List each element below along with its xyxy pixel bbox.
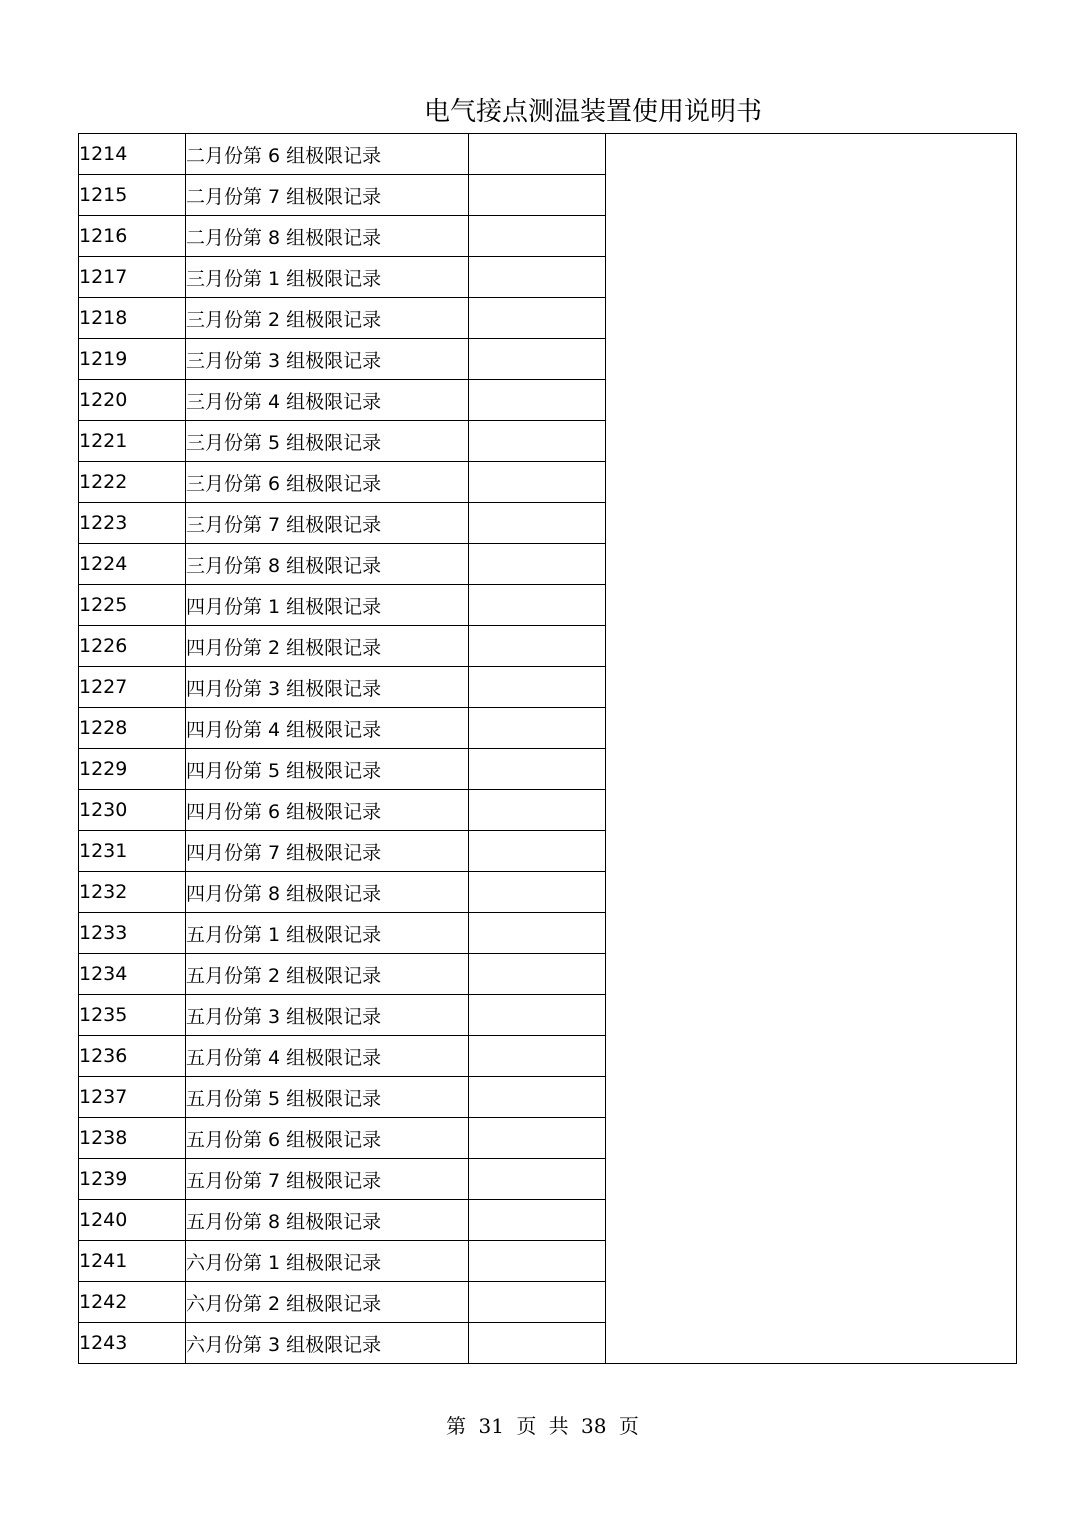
register-value-cell <box>469 503 606 544</box>
register-value-cell <box>469 872 606 913</box>
register-value-cell <box>469 913 606 954</box>
register-description-cell: 二月份第 7 组极限记录 <box>186 175 469 216</box>
register-address-cell: 1226 <box>79 626 186 667</box>
register-description-cell: 六月份第 1 组极限记录 <box>186 1241 469 1282</box>
register-address-cell: 1231 <box>79 831 186 872</box>
register-value-cell <box>469 339 606 380</box>
register-value-cell <box>469 298 606 339</box>
register-description-cell: 四月份第 1 组极限记录 <box>186 585 469 626</box>
register-description-cell: 四月份第 8 组极限记录 <box>186 872 469 913</box>
register-description-cell: 四月份第 4 组极限记录 <box>186 708 469 749</box>
register-value-cell <box>469 749 606 790</box>
register-description-cell: 三月份第 7 组极限记录 <box>186 503 469 544</box>
register-description-cell: 三月份第 6 组极限记录 <box>186 462 469 503</box>
register-value-cell <box>469 1159 606 1200</box>
register-address-cell: 1243 <box>79 1323 186 1364</box>
register-address-cell: 1228 <box>79 708 186 749</box>
register-value-cell <box>469 216 606 257</box>
register-description-cell: 五月份第 1 组极限记录 <box>186 913 469 954</box>
register-description-cell: 五月份第 8 组极限记录 <box>186 1200 469 1241</box>
register-address-cell: 1242 <box>79 1282 186 1323</box>
register-description-cell: 四月份第 5 组极限记录 <box>186 749 469 790</box>
register-address-cell: 1234 <box>79 954 186 995</box>
register-table <box>78 133 1017 1364</box>
register-address-cell: 1235 <box>79 995 186 1036</box>
register-value-cell <box>469 1323 606 1364</box>
register-value-cell <box>469 790 606 831</box>
register-description-cell: 四月份第 3 组极限记录 <box>186 667 469 708</box>
register-description-cell: 二月份第 8 组极限记录 <box>186 216 469 257</box>
register-description-cell: 三月份第 4 组极限记录 <box>186 380 469 421</box>
register-value-cell <box>469 585 606 626</box>
register-address-cell: 1230 <box>79 790 186 831</box>
register-value-cell <box>469 995 606 1036</box>
register-address-cell: 1221 <box>79 421 186 462</box>
register-description-cell: 五月份第 7 组极限记录 <box>186 1159 469 1200</box>
register-description-cell: 六月份第 2 组极限记录 <box>186 1282 469 1323</box>
register-description-cell: 五月份第 3 组极限记录 <box>186 995 469 1036</box>
register-description-cell: 三月份第 8 组极限记录 <box>186 544 469 585</box>
register-description-cell: 四月份第 2 组极限记录 <box>186 626 469 667</box>
register-value-cell <box>469 1282 606 1323</box>
register-address-cell: 1229 <box>79 749 186 790</box>
register-value-cell <box>469 462 606 503</box>
table-row <box>79 134 1017 175</box>
register-value-cell <box>469 544 606 585</box>
register-value-cell <box>469 134 606 175</box>
register-description-cell: 五月份第 2 组极限记录 <box>186 954 469 995</box>
register-value-cell <box>469 667 606 708</box>
register-address-cell: 1222 <box>79 462 186 503</box>
register-address-cell: 1233 <box>79 913 186 954</box>
register-address-cell: 1239 <box>79 1159 186 1200</box>
register-address-cell: 1216 <box>79 216 186 257</box>
register-address-cell: 1214 <box>79 134 186 175</box>
register-value-cell <box>469 380 606 421</box>
register-value-cell <box>469 954 606 995</box>
register-value-cell <box>469 1077 606 1118</box>
register-description-cell: 三月份第 2 组极限记录 <box>186 298 469 339</box>
register-address-cell: 1215 <box>79 175 186 216</box>
register-value-cell <box>469 626 606 667</box>
register-description-cell: 三月份第 1 组极限记录 <box>186 257 469 298</box>
register-value-cell <box>469 1036 606 1077</box>
register-description-cell: 三月份第 3 组极限记录 <box>186 339 469 380</box>
register-description-cell: 五月份第 4 组极限记录 <box>186 1036 469 1077</box>
remarks-merged-cell <box>606 134 1017 1364</box>
register-description-cell: 六月份第 3 组极限记录 <box>186 1323 469 1364</box>
page-number: 第 31 页 共 38 页 <box>446 1414 639 1438</box>
register-value-cell <box>469 257 606 298</box>
register-value-cell <box>469 1200 606 1241</box>
register-description-cell: 二月份第 6 组极限记录 <box>186 134 469 175</box>
register-address-cell: 1241 <box>79 1241 186 1282</box>
register-value-cell <box>469 421 606 462</box>
register-address-cell: 1223 <box>79 503 186 544</box>
register-address-cell: 1238 <box>79 1118 186 1159</box>
register-address-cell: 1240 <box>79 1200 186 1241</box>
register-description-cell: 四月份第 7 组极限记录 <box>186 831 469 872</box>
register-address-cell: 1219 <box>79 339 186 380</box>
register-address-cell: 1224 <box>79 544 186 585</box>
register-address-cell: 1218 <box>79 298 186 339</box>
register-address-cell: 1217 <box>79 257 186 298</box>
document-title: 电气接点测温装置使用说明书 <box>423 97 762 127</box>
register-address-cell: 1225 <box>79 585 186 626</box>
register-address-cell: 1236 <box>79 1036 186 1077</box>
register-value-cell <box>469 175 606 216</box>
register-description-cell: 五月份第 5 组极限记录 <box>186 1077 469 1118</box>
register-description-cell: 三月份第 5 组极限记录 <box>186 421 469 462</box>
register-description-cell: 五月份第 6 组极限记录 <box>186 1118 469 1159</box>
register-address-cell: 1227 <box>79 667 186 708</box>
register-value-cell <box>469 1241 606 1282</box>
register-table-body <box>79 134 1017 1364</box>
register-description-cell: 四月份第 6 组极限记录 <box>186 790 469 831</box>
register-value-cell <box>469 708 606 749</box>
register-address-cell: 1232 <box>79 872 186 913</box>
register-address-cell: 1237 <box>79 1077 186 1118</box>
register-value-cell <box>469 1118 606 1159</box>
register-value-cell <box>469 831 606 872</box>
register-address-cell: 1220 <box>79 380 186 421</box>
